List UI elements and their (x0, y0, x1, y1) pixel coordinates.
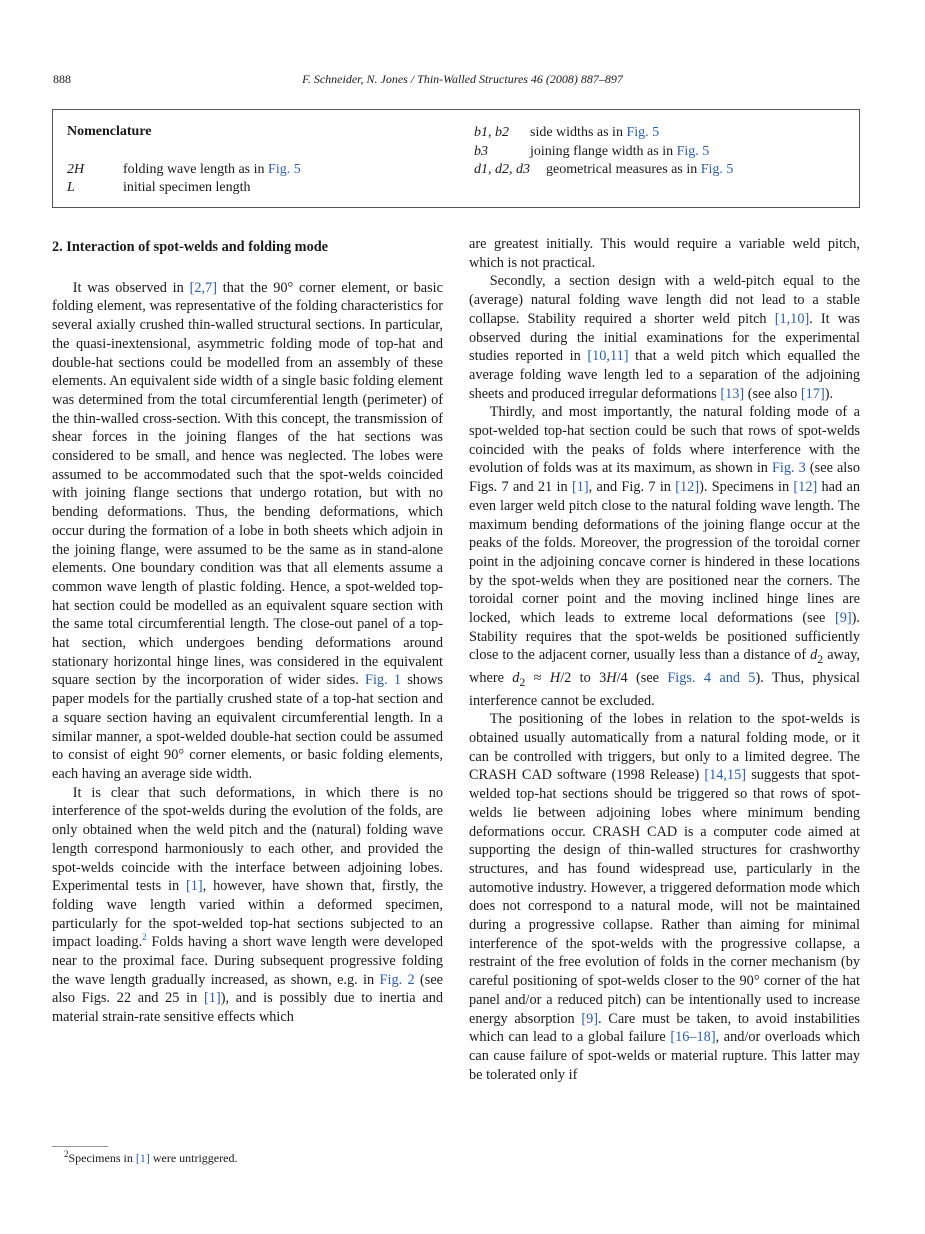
citation-link[interactable]: [10,11] (587, 348, 629, 365)
figure-link[interactable]: Fig. 3 (771, 460, 806, 477)
nomenclature-entry (67, 161, 301, 179)
citation-link[interactable]: [1,10] (774, 310, 810, 327)
nomenclature-entry (474, 161, 733, 179)
citation-link[interactable]: [1] (204, 990, 221, 1007)
nomenclature-symbol: d1, d2, d3 (474, 162, 530, 177)
right-column (469, 235, 860, 1084)
citation-link[interactable]: [12] (675, 479, 700, 496)
page-number: 888 (53, 72, 71, 86)
body-paragraph: It is clear that such deformations, in which there is no interference of the spot-welds during the evolution of the folds, are only obtained when the weld pitch and the (natural) folding wave length correspond harmoniously to each other, and provided the spot-welds coincide with the interface between adjoining lobes. Experimental tests in [1], however, have shown that, firstly, the folding wave length varied within a deformed specimen, particularly for the spot-welded top-hat sections subjected to an impact loading.$^2$ Folds having a short wave length were developed near to the proximal face. During subsequent progressive folding the wave length gradually increased, as shown, e.g. in Fig. 2 (see also Figs. 22 and 25 in [1]), and is possibly due to inertia and material strain-rate sensitive effects which (52, 784, 444, 1026)
footnote-text: were untriggered. (149, 1151, 238, 1165)
citation-link[interactable]: [9] (834, 610, 852, 627)
running-title: F. Schneider, N. Jones / Thin-Walled Structures 46 (2008) 887–897 (302, 72, 623, 86)
figure-link[interactable]: Fig. 5 (700, 162, 734, 177)
figure-link[interactable]: Fig. 5 (268, 162, 301, 177)
nomenclature-symbol: b1, b2 (474, 125, 509, 140)
body-paragraph: It was observed in [2,7] that the 90° corner element, or basic folding element, was representative of the folding characteristics for several axially crushed thin-walled structural sections. In particular, the quasi-inextensional, asymmetric folding mode of top-hat and double-hat sections could be modelled from an assembly of these elements. An equivalent side width of a single basic folding element was determined from the total circumferential length (perimeter) of the thin-walled cross-section. With this concept, the transmission of shear forces in the joining flanges of the hat sections was considered to be small, and hence was neglected. The lobes were assumed to be accommodated such that the spot-welds coincided with joining flange sections that undergo rotation, but with no bending deformations. Thus, the bending deformations, which occur during the formation of a lobe in both sheets which adjoin in the joining flange, were assumed to be the same as in stand-alone elements. One boundary condition was that all elements assume a common wave length of plastic folding. Hence, a spot-welded top-hat section could be modelled as an equivalent square section with the same total circumferential length. The close-out panel of a top-hat section, which undergoes bending deformations around stationary horizontal hinge lines, was considered in the equivalent square section by the incorporation of wider sides. Fig. 1 shows paper models for the partially crushed state of a top-hat section and a square section having an equivalent circumferential length. In a similar manner, a spot-welded double-hat section could be assumed to consist of eight 90° corner elements, or basic folding elements, each having an average side width. (52, 279, 444, 782)
nomenclature-entry (474, 124, 659, 142)
figure-link[interactable]: Fig. 5 (676, 144, 710, 159)
footnote-marker[interactable]: 2 (142, 932, 147, 943)
nomenclature-symbol: L (67, 180, 75, 195)
footnote (64, 1151, 237, 1166)
body-paragraph: Thirdly, and most importantly, the natural folding mode of a spot-welded top-hat section could be such that rows of spot-welds coincided with the peaks of folds where interference with the evolution of folds was at its maximum, as shown in Fig. 3 (see also Figs. 7 and 21 in [1], and Fig. 7 in [12]). Specimens in [12] had an even larger weld pitch close to the natural folding wave length. The maximum bending deformations of the joining flange occur at the peaks of the folds. Moreover, the progression of the toroidal corner point in the adjoining concave corner is hindered in these locations by the spot-welds when they are positioned near the corners. The toroidal corner point and the moving inclined hinge lines are locked, which leads to extreme local deformations (see [9]). Stability requires that the spot-welds be positioned sufficiently close to the adjacent corner, usually less than a distance of $d_2$ away, where $d_2 \approx H/2$ to 3H/4 (see Figs. 4 and 5). Thus, physical interference cannot be excluded. (469, 404, 861, 709)
figure-link[interactable]: Fig. 1 (365, 672, 402, 689)
body-paragraph: Secondly, a section design with a weld-pitch equal to the (average) natural folding wave length did not lead to a stable collapse. Stability required a shorter weld pitch [1,10]. It was observed during the initial examinations for the experimental studies reported in [10,11] that a weld pitch which equalled the average folding wave length led to a separation of the adjoining sheets and produced irregular deformations [13] (see also [17]). (469, 273, 860, 402)
nomenclature-definition: side widths as in (530, 125, 627, 140)
citation-link[interactable]: [1] (135, 1151, 150, 1165)
body-paragraph: The positioning of the lobes in relation to the spot-welds is obtained usually automatically from a natural folding mode, or it can be controlled with triggers, but only to a limited degree. The CRASH CAD software (1998 Release) [14,15] suggests that spot-welded top-hat sections should be triggered so that rows of spot-welds lie between adjoining lobes where minimum bending deformations occur. CRASH CAD is a computer code aimed at supporting the design of thin-walled structures for crashworthy structures, and has found widespread use, particularly in the automotive industry. However, a triggered deformation mode which does not correspond to a natural mode, will not be maintained during a progressive collapse. Rather than aiming for minimal interference of the spot-welds with the progressive collapse, a restraint of the free evolution of folds in the corner mechanism (by careful positioning of spot-welds closer to the 90° corner of the hat panel and/or a reduced pitch) can be intentionally used to increase energy absorption [9]. Care must be taken, to avoid instabilities which can lead to a global failure [16–18], and/or overloads which can cause failure of spot-welds or material rupture. This latter may be tolerated only if (469, 711, 861, 1083)
footnote-mark: 2 (64, 1149, 69, 1159)
nomenclature-definition: initial specimen length (123, 180, 251, 195)
nomenclature-definition: geometrical measures as in (546, 162, 701, 177)
nomenclature-symbol: b3 (474, 144, 488, 159)
nomenclature-title: Nomenclature (67, 124, 152, 139)
citation-link[interactable]: [13] (720, 385, 745, 402)
body-paragraph: are greatest initially. This would require a variable weld pitch, which is not practical. (469, 236, 860, 271)
citation-link[interactable]: [14,15] (704, 767, 747, 784)
nomenclature-box (52, 109, 860, 208)
nomenclature-entry (67, 179, 251, 197)
citation-link[interactable]: [17] (800, 385, 825, 402)
citation-link[interactable]: [2,7] (189, 279, 217, 296)
citation-link[interactable]: [16–18] (670, 1029, 716, 1046)
left-column (52, 238, 443, 1027)
figure-link[interactable]: Fig. 2 (379, 971, 415, 988)
nomenclature-definition: folding wave length as in (123, 162, 269, 177)
citation-link[interactable]: [12] (793, 479, 818, 496)
figure-link[interactable]: Figs. 4 and 5 (667, 670, 756, 687)
nomenclature-entry (474, 143, 709, 161)
section-heading: 2. Interaction of spot-welds and folding mode (52, 239, 329, 255)
figure-link[interactable]: Fig. 5 (626, 125, 660, 140)
citation-link[interactable]: [1] (186, 878, 203, 895)
footnote-rule (52, 1146, 108, 1147)
nomenclature-definition: joining flange width as in (530, 144, 677, 159)
nomenclature-symbol: 2H (67, 162, 85, 177)
citation-link[interactable]: [9] (581, 1010, 599, 1027)
citation-link[interactable]: [1] (571, 479, 589, 496)
footnote-text: Specimens in (68, 1151, 136, 1165)
